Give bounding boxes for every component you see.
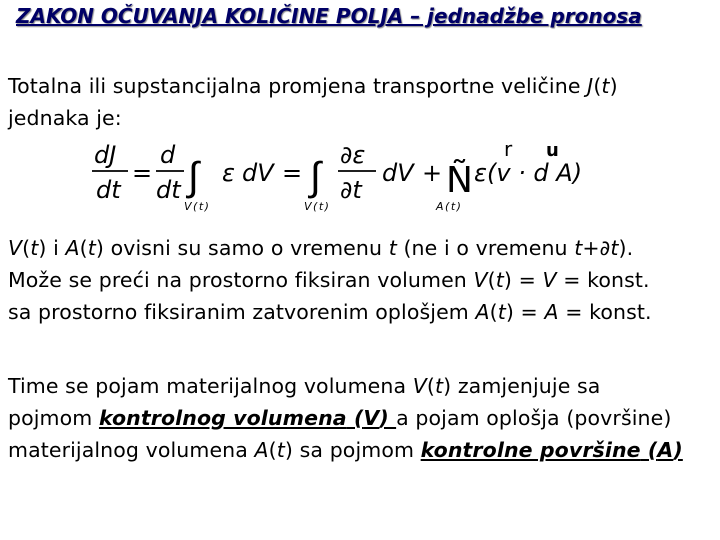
para3-line-2 (8, 402, 683, 434)
symbol-A: A (65, 236, 80, 260)
eq-partial-epsilon: ∂ε (340, 141, 366, 169)
paren: ( (22, 236, 31, 260)
symbol-A-bold: A (657, 438, 674, 462)
para2-line-1 (8, 232, 652, 264)
eq-equals-2: = (282, 159, 303, 187)
symbol-t: t (495, 268, 504, 292)
text: = konst. (556, 268, 650, 292)
eq-plus: + (422, 159, 443, 187)
paren: ( (346, 406, 364, 430)
text: Time se pojam materijalnog volumena (8, 374, 413, 398)
intro-line-2: jednaka je: (8, 106, 122, 130)
term-control-surface: kontrolne površine (420, 438, 641, 462)
paren: ( (489, 300, 498, 324)
symbol-V: V (542, 268, 557, 292)
text: ) sa pojmom (284, 438, 421, 462)
paren: ) (379, 406, 397, 430)
eq-partial-t: ∂t (340, 176, 362, 204)
term-control-volume: kontrolnog volumena (98, 406, 347, 430)
paren: ) (609, 74, 618, 98)
text: ). (618, 236, 634, 260)
intro-text: Totalna ili supstancijalna promjena transportne veličine (8, 74, 588, 98)
symbol-J: J (587, 74, 594, 98)
text: ) = (503, 268, 543, 292)
paren: ( (268, 438, 277, 462)
paren: ( (640, 438, 658, 462)
paren: ) (673, 438, 683, 462)
paragraph-2 (8, 232, 652, 328)
symbol-t: t (434, 374, 444, 398)
text: Može se preći na prostorno fiksiran volumen (8, 268, 474, 292)
eq-dV: dV (242, 159, 274, 187)
symbol-t: t (388, 236, 397, 260)
integral-sign-1: ∫ (188, 154, 199, 200)
symbol-t: t (497, 300, 506, 324)
symbol-A: A (254, 438, 269, 462)
text: pojmom (8, 406, 99, 430)
symbol-V: V (473, 268, 488, 292)
text: ) ovisni su samo o vremenu (95, 236, 389, 260)
eq-dt-2: dt (156, 176, 181, 204)
transport-equation (90, 136, 590, 218)
eq-dV-2: dV (382, 159, 414, 187)
text: sa prostorno fiksiranim zatvorenim oplošjem (8, 300, 476, 324)
eq-d: d (160, 141, 176, 169)
integral-limit-Vt-1: V(t) (184, 200, 211, 213)
para3-line-3 (8, 434, 683, 466)
symbol-V: V (412, 374, 427, 398)
slide-title: ZAKON OČUVANJA KOLIČINE POLJA – jednadžbe pronosa (16, 4, 642, 28)
eq-dt: dt (96, 176, 121, 204)
text: materijalnog volumena (8, 438, 255, 462)
text: (ne i o vremenu (396, 236, 575, 260)
vector-arrow-r: r (504, 137, 513, 161)
integral-limit-At: A(t) (436, 200, 463, 213)
symbol-V-bold: V (363, 406, 380, 430)
paren: ( (593, 74, 602, 98)
para2-line-2 (8, 264, 652, 296)
text: = konst. (558, 300, 652, 324)
eq-epsilon-flux: ε(v · d A) (474, 159, 583, 187)
paren: ( (426, 374, 435, 398)
eq-epsilon: ε (222, 159, 235, 187)
paragraph-3 (8, 370, 683, 466)
surface-integral-glyph: Ñ (446, 160, 473, 201)
symbol-t: t (30, 236, 39, 260)
eq-equals-1: = (132, 159, 153, 187)
text: a pojam oplošja (površine) (396, 406, 672, 430)
integral-limit-Vt-2: V(t) (304, 200, 331, 213)
text: ) i (38, 236, 66, 260)
paren: ( (487, 268, 496, 292)
text: ) zamjenjuje sa (443, 374, 601, 398)
symbol-t: t (601, 74, 610, 98)
eq-dJ: dJ (94, 141, 117, 169)
para3-line-1 (8, 370, 683, 402)
intro-line-1 (8, 70, 618, 102)
symbol-A: A (475, 300, 490, 324)
text: ) = (505, 300, 545, 324)
paren: ( (79, 236, 88, 260)
integral-sign-2: ∫ (310, 154, 321, 200)
symbol-t: t (276, 438, 285, 462)
para2-line-3 (8, 296, 652, 328)
symbol-A: A (544, 300, 559, 324)
intro-paragraph (8, 70, 618, 134)
symbol-t-plus-dt: t+∂t (574, 236, 619, 260)
vector-arrow-u: u (546, 140, 559, 161)
symbol-t: t (87, 236, 96, 260)
symbol-V: V (8, 236, 23, 260)
